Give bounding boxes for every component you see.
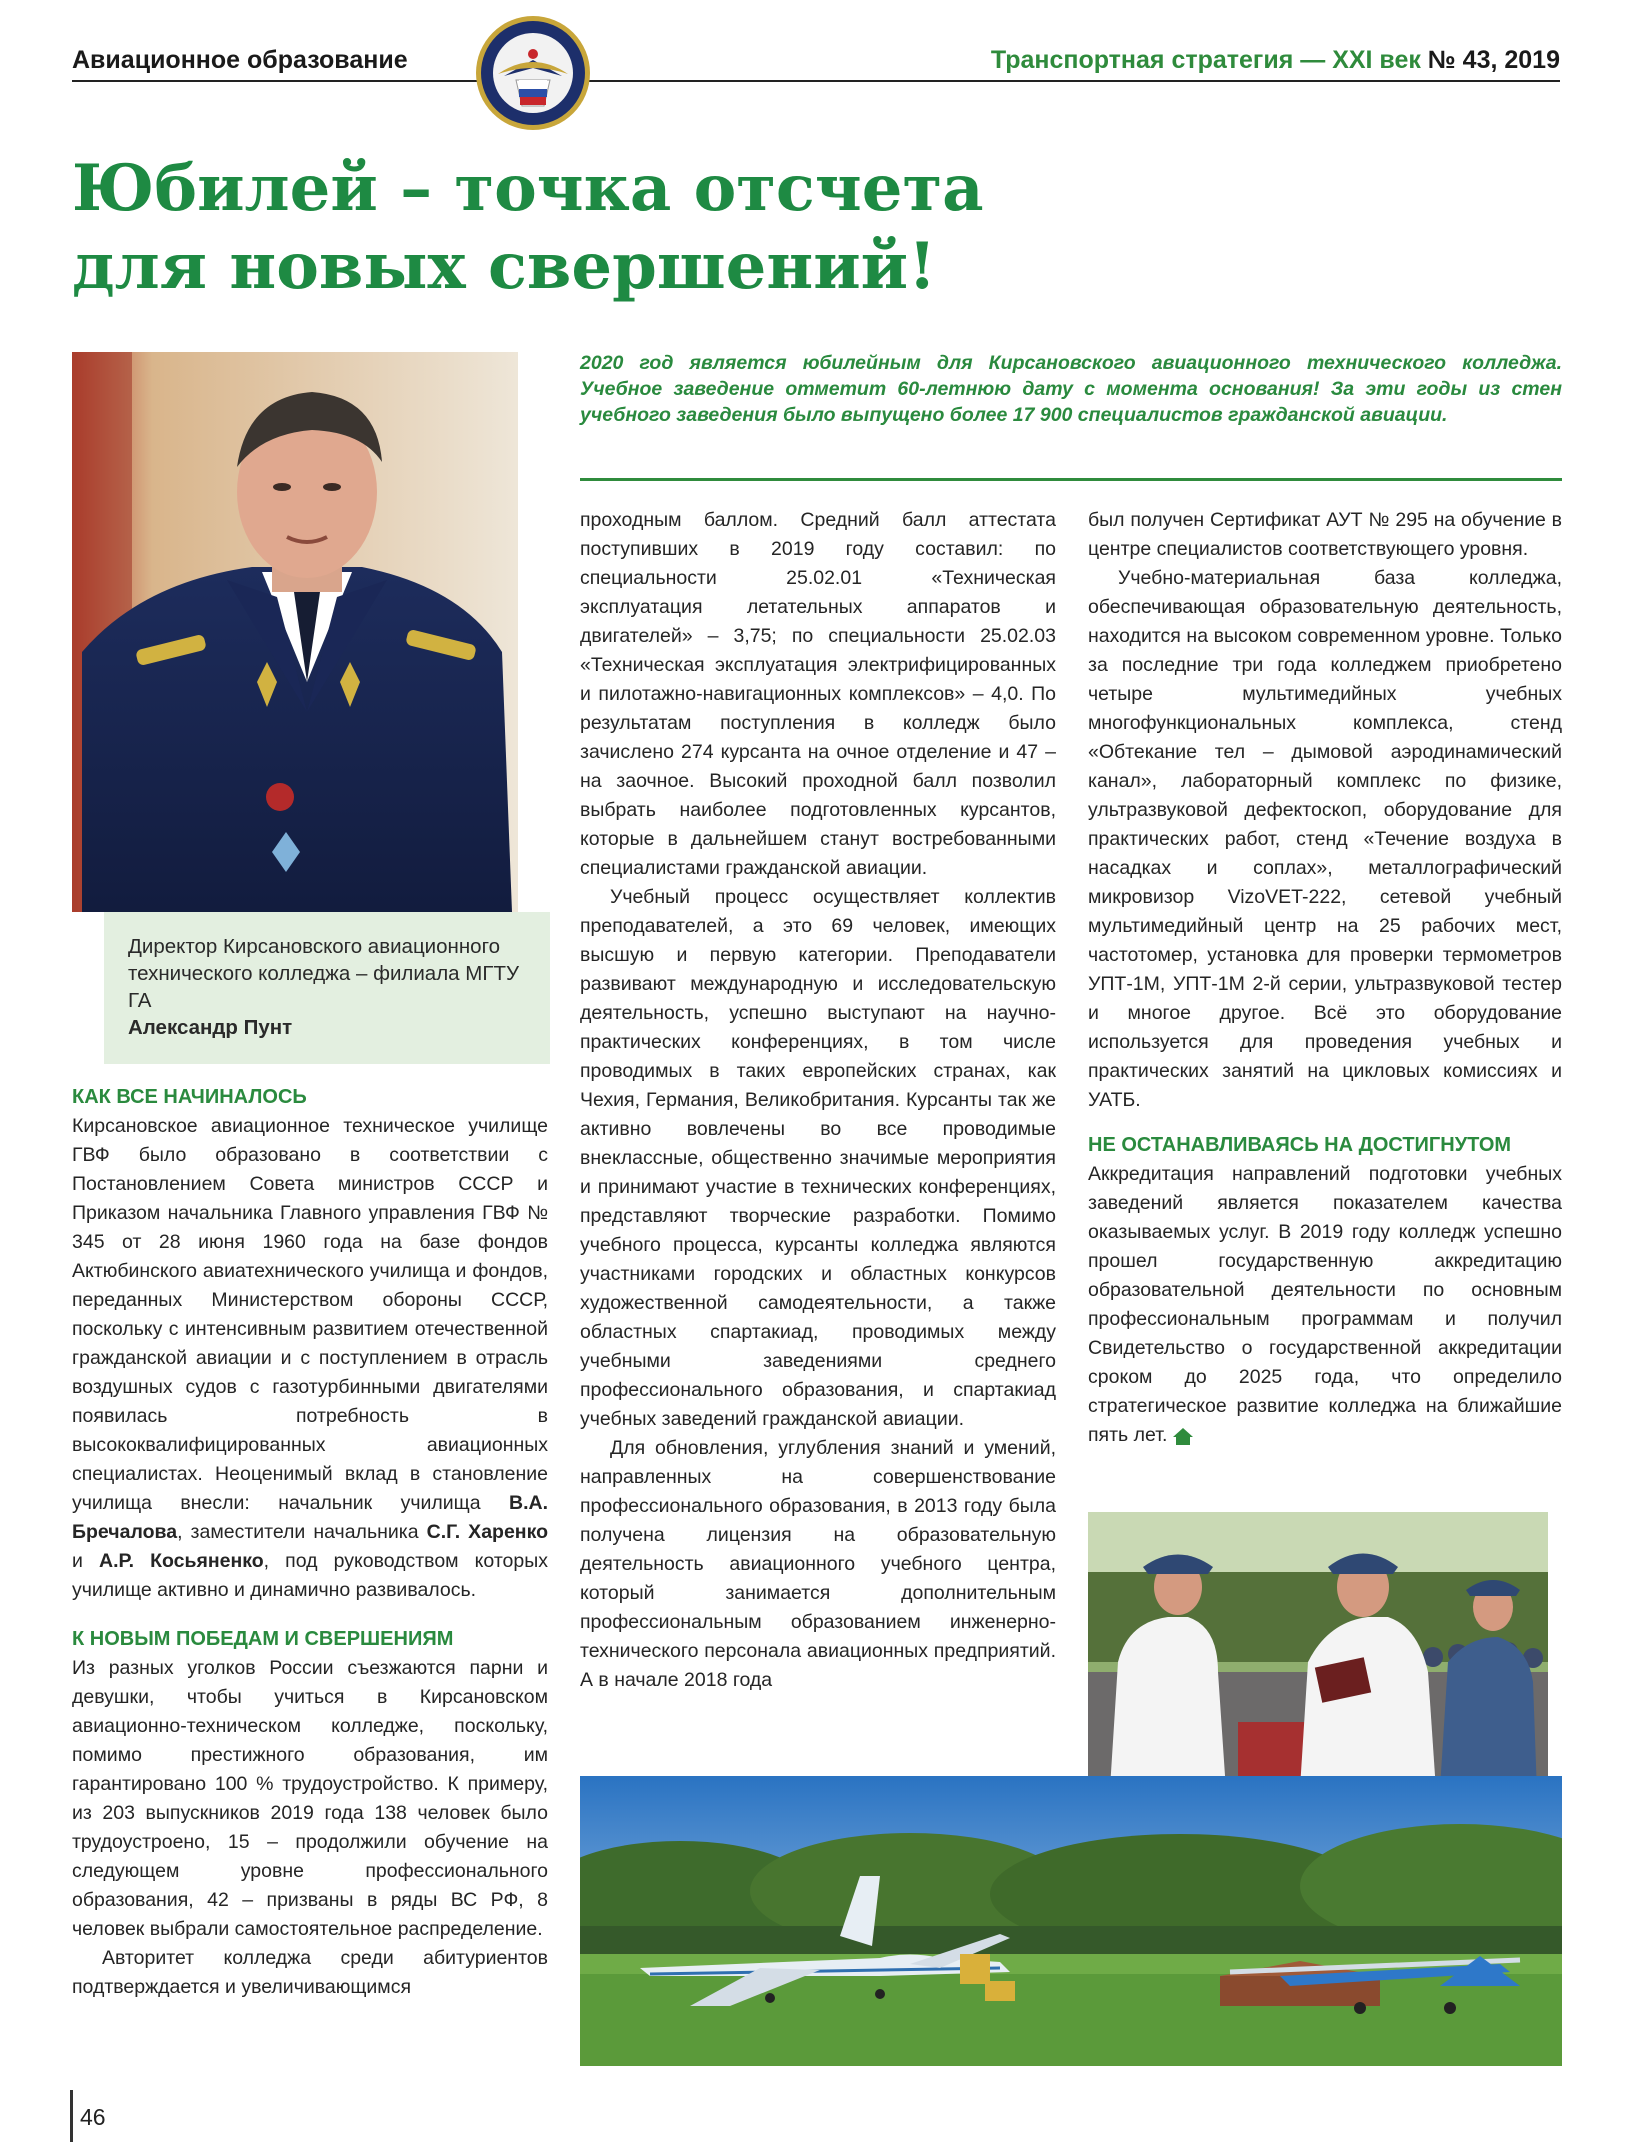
accreditation-text: Аккредитация направлений подготовки учебных заведений является показателем качества оказываемых услуг. В 2019 году колледж успешно прошел государственную аккредитацию образовательной деятельности по основным профессиональным программам и получил Свидетельство о государственной аккредитации сроком до 2025 года, что определило стратегическое развитие колледжа на ближайшие пять лет. <box>1088 1163 1562 1446</box>
paragraph-license: Для обновления, углубления знаний и умений, направленных на совершенствование профессионального образования, в 2013 году была получена лицензия на образовательную деятельность авиационного учебного центра, который занимается дополнительным профессиональным образованием инженерно-технического персонала авиационных предприятий. А в начале 2018 года <box>580 1437 1056 1691</box>
person-name: В.А. Бречалова <box>72 1492 548 1543</box>
title-line-1: Юбилей – точка отсчета <box>72 151 984 226</box>
airfield-aircraft-photo <box>580 1776 1562 2066</box>
section-heading-beginnings: КАК ВСЕ НАЧИНАЛОСЬ <box>72 1086 307 1108</box>
end-mark-icon <box>1173 1428 1193 1437</box>
column-2 <box>580 506 1056 1695</box>
header-rule <box>72 80 1560 82</box>
ceremony-photo <box>1088 1512 1548 1820</box>
paragraph-teachers: Учебный процесс осуществляет коллектив преподавателей, а это 69 человек, имеющих высшую и первую категории. Преподаватели развивают международную и исследовательскую деятельность, успешно выступают на научно-практических конференциях, в том числе проводимых в таких европейских странах, как Чехия, Германия, Великобритания. Курсанты так же активно вовлечены во все проводимые внеклассные, общественно значимые мероприятия и принимают участие в технических конференциях, представляют творческие разработки. Помимо учебного процесса, курсанты колледжа являются участниками городских и областных конкурсов художественной самодеятельности, а также областных спартакиад, проводимых между учебными заведениями среднего профессионального образования, и спартакиад учебных заведений гражданской авиации. <box>580 886 1056 1430</box>
paragraph-authority: Авторитет колледжа среди абитуриентов подтверждается и увеличивающимся <box>72 1947 548 1998</box>
college-emblem-icon <box>474 14 592 132</box>
history-text-b: , заместители начальника <box>177 1521 427 1543</box>
person-name: А.Р. Косьяненко <box>98 1550 264 1572</box>
caption-name: Александр Пунт <box>128 1016 293 1039</box>
paragraph-certificate: был получен Сертификат АУТ № 295 на обучение в центре специалистов соответствующего уровня. <box>1088 509 1562 560</box>
paragraph-history <box>72 1112 548 1605</box>
paragraph-equipment: Учебно-материальная база колледжа, обеспечивающая образовательную деятельность, находится на высоком современном уровне. Только за последние три года колледжем приобретено четыре мультимедийных учебных многофункциональных комплекса, стенд «Обтекание тел – дымовой аэродинамический канал», лабораторный комплекс по физике, ультразвуковой дефектоскоп, оборудование для практических работ, стенд «Течение воздуха в насадках и соплах», металлографический микровизор VizoVET-222, сетевой учебный мультимедийный центр на 25 рабочих мест, частотомер, установка для проверки термометров УПТ-1М, УПТ-1М 2-й серии, ультразвуковой тестер и многое другое. Всё это оборудование используется для проведения учебных и практических занятий на цикловых комиссиях и УАТБ. <box>1088 567 1562 1111</box>
lead-paragraph: 2020 год является юбилейным для Кирсановского авиационного технического колледжа. Учебное заведение отметит 60-летнюю дату с момента основания! За эти годы из стен учебного заведения было выпущено более 17 900 специалистов гражданской авиации. <box>580 352 1562 426</box>
section-heading-new-victories: К НОВЫМ ПОБЕДАМ И СВЕРШЕНИЯМ <box>72 1628 454 1650</box>
paragraph-graduates: Из разных уголков России съезжаются парни и девушки, чтобы учиться в Кирсановском авиационно-техническом колледже, поскольку, помимо престижного образования, им гарантировано 100 % трудоустройство. К примеру, из 203 выпускников 2019 года 138 человек было трудоустроено, 15 – продолжили обучение на следующем уровне профессионального образования, 42 – призваны в ряды ВС РФ, 8 человек выбрали самостоятельное распределение. <box>72 1657 548 1940</box>
magazine-header <box>991 46 1560 75</box>
section-label: Авиационное образование <box>72 46 408 74</box>
history-text-c: и <box>72 1550 99 1572</box>
column-1 <box>72 1083 548 2002</box>
article-title <box>72 150 984 306</box>
director-portrait-photo <box>72 352 518 912</box>
section-heading-not-stopping: НЕ ОСТАНАВЛИВАЯСЬ НА ДОСТИГНУТОМ <box>1088 1134 1512 1156</box>
history-text-a: Кирсановское авиационное техническое училище ГВФ было образовано в соответствии с Постановлением Совета министров СССР и Приказом начальника Главного управления ГВФ № 345 от 28 июня 1960 года на базе фондов Актюбинского авиатехнического училища и фондов, переданных Министерством обороны СССР, поскольку с интенсивным развитием отечественной гражданской авиации и с поступлением в отрасль воздушных судов с газотурбинными двигателями появилась потребность в высококвалифицированных авиационных специалистах. Неоценимый вклад в становление училища внесли: начальник училища <box>72 1115 548 1514</box>
paragraph-accreditation <box>1088 1160 1562 1450</box>
magazine-name: Транспортная стратегия — XXI век <box>990 46 1421 74</box>
history-text-d: , под руководством которых училище активно и динамично развивалось. <box>72 1550 548 1601</box>
lead-rule <box>580 478 1562 481</box>
page-number: 46 <box>80 2104 106 2130</box>
page-number-bar <box>70 2090 73 2142</box>
caption-text: Директор Кирсановского авиационного технического колледжа – филиала МГТУ ГА <box>128 935 519 1012</box>
column-3 <box>1088 506 1562 1450</box>
portrait-caption <box>128 933 528 1041</box>
paragraph-admission: проходным баллом. Средний балл аттестата поступивших в 2019 году составил: по специальности 25.02.01 «Техническая эксплуатация летательных аппаратов и двигателей» – 3,75; по специальности 25.02.03 «Техническая эксплуатация электрифицированных и пилотажно-навигационных комплексов» – 4,0. По результатам поступления в колледж было зачислено 274 курсанта на очное отделение и 47 – на заочное. Высокий проходной балл позволил выбрать наиболее подготовленных курсантов, которые в дальнейшем станут востребованными специалистами гражданской авиации. <box>580 509 1056 879</box>
person-name: С.Г. Харенко <box>426 1521 548 1543</box>
issue-number: № 43, 2019 <box>1427 46 1560 74</box>
title-line-2: для новых свершений! <box>72 229 937 304</box>
